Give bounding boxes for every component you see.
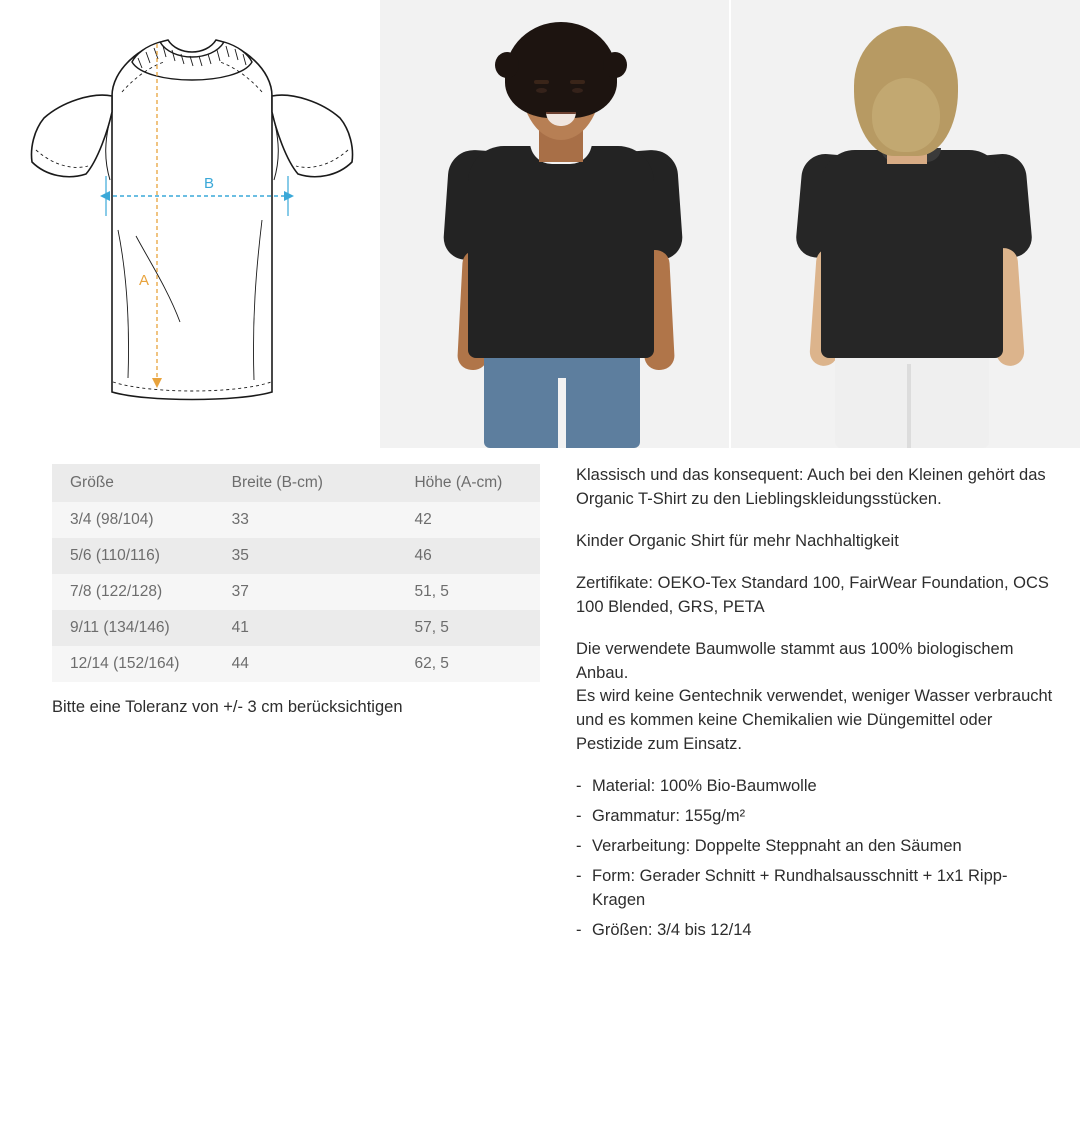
spec-processing: Verarbeitung: Doppelte Steppnaht an den Säumen	[592, 837, 962, 856]
hair	[505, 22, 617, 118]
description-sustainability: Kinder Organic Shirt für mehr Nachhaltigkeit	[576, 531, 899, 550]
eyebrow-right	[570, 80, 585, 84]
list-item	[576, 775, 1056, 799]
table-header-row	[52, 464, 540, 502]
width-label: B	[204, 175, 215, 192]
hair-back	[854, 26, 958, 156]
cell-height: 57, 5	[396, 610, 540, 646]
bullet-dash: -	[576, 920, 582, 939]
list-item	[576, 835, 1056, 859]
cell-height: 62, 5	[396, 646, 540, 682]
spec-list	[576, 775, 1056, 943]
table-row	[52, 610, 540, 646]
spec-material: Material: 100% Bio-Baumwolle	[592, 777, 817, 796]
list-item	[576, 805, 1056, 829]
white-pants	[835, 348, 989, 448]
height-label: A	[139, 272, 150, 289]
cell-size: 7/8 (122/128)	[52, 574, 214, 610]
cell-height: 42	[396, 502, 540, 538]
description-cotton-origin: Die verwendete Baumwolle stammt aus 100% biologischem Anbau.	[576, 639, 1014, 682]
spec-form: Form: Gerader Schnitt + Rundhalsausschnitt + 1x1 Ripp-Kragen	[592, 866, 1008, 909]
cell-height: 46	[396, 538, 540, 574]
media-row	[0, 0, 1080, 450]
table-row	[52, 574, 540, 610]
product-photo-back	[731, 0, 1080, 448]
bullet-dash: -	[576, 807, 582, 826]
header-size: Größe	[52, 464, 214, 502]
size-table-column	[0, 464, 556, 949]
bullet-dash: -	[576, 837, 582, 856]
tshirt-outline-icon	[0, 0, 380, 450]
product-photo-front	[380, 0, 729, 448]
table-row	[52, 538, 540, 574]
cell-size: 12/14 (152/164)	[52, 646, 214, 682]
cell-width: 37	[214, 574, 397, 610]
bullet-dash: -	[576, 777, 582, 796]
eye-left	[536, 88, 547, 93]
cell-width: 41	[214, 610, 397, 646]
spec-weight: Grammatur: 155g/m²	[592, 807, 746, 826]
eyebrow-left	[534, 80, 549, 84]
jeans	[484, 348, 640, 448]
tshirt-back	[821, 150, 1003, 358]
description-intro: Klassisch und das konsequent: Auch bei den Kleinen gehört das Organic T-Shirt zu den Lieblingskleidungsstücken.	[576, 466, 1046, 508]
child-front-illustration	[380, 0, 729, 448]
tshirt-front	[468, 146, 654, 358]
tshirt-measurement-diagram	[0, 0, 380, 450]
cell-height: 51, 5	[396, 574, 540, 610]
bullet-dash: -	[576, 866, 582, 885]
cell-width: 35	[214, 538, 397, 574]
description-certificates: Zertifikate: OEKO-Tex Standard 100, FairWear Foundation, OCS 100 Blended, GRS, PETA	[576, 573, 1049, 616]
child-back-illustration	[731, 0, 1080, 448]
cell-size: 5/6 (110/116)	[52, 538, 214, 574]
cell-width: 44	[214, 646, 397, 682]
tolerance-note: Bitte eine Toleranz von +/- 3 cm berücksichtigen	[52, 698, 403, 716]
list-item	[576, 919, 1056, 943]
description-cotton-process: Es wird keine Gentechnik verwendet, weniger Wasser verbraucht und es kommen keine Chemikalien wie Düngemittel oder Pestizide zum Einsatz.	[576, 687, 1053, 754]
eye-right	[572, 88, 583, 93]
content-row	[0, 450, 1080, 949]
cell-size: 9/11 (134/146)	[52, 610, 214, 646]
list-item	[576, 865, 1056, 913]
cell-width: 33	[214, 502, 397, 538]
size-table	[52, 464, 540, 682]
spec-sizes: Größen: 3/4 bis 12/14	[592, 920, 752, 939]
cell-size: 3/4 (98/104)	[52, 502, 214, 538]
table-row	[52, 646, 540, 682]
header-height: Höhe (A-cm)	[396, 464, 540, 502]
product-description-column	[556, 464, 1080, 949]
header-width: Breite (B-cm)	[214, 464, 397, 502]
table-row	[52, 502, 540, 538]
